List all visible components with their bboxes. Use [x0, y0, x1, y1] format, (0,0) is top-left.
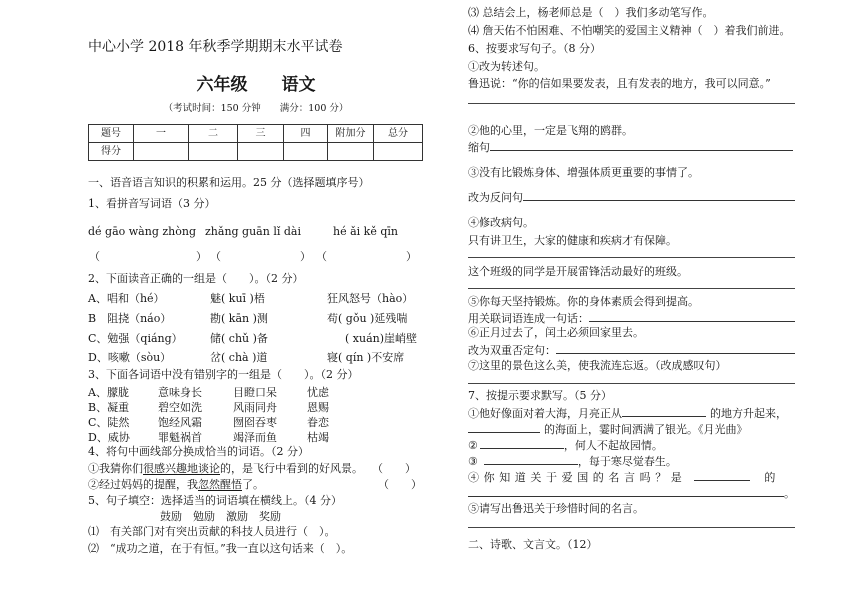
paren-open: （ [210, 250, 221, 263]
word-bank-item: 勉励 [193, 510, 215, 523]
q6-item2-task-line [468, 140, 793, 155]
q4-underlined-phrase: 很感兴趣地谈论 [143, 462, 220, 475]
answer-line [468, 383, 795, 384]
paren-close: ） [196, 250, 207, 263]
score-header-cell: 三 [238, 125, 284, 143]
score-table-score-row [89, 143, 423, 161]
q2-option: ( xuán)崖峭壁 [345, 332, 418, 345]
q7-line [468, 470, 775, 485]
q3-option: 目瞪口呆 [233, 386, 277, 399]
q1-answer-blank [210, 250, 311, 264]
score-header-cell: 题号 [89, 125, 134, 143]
q2-option: A、唱和（hé） [88, 292, 165, 305]
q7-text: 的海面上，霎时间洒满了银光。《月光曲》 [544, 423, 748, 436]
q7-line [468, 486, 795, 501]
score-cell [284, 143, 328, 161]
answer-blank [480, 438, 564, 449]
word-bank-item: 鼓励 [160, 510, 182, 523]
score-cell [134, 143, 189, 161]
q6-item5-text: ⑤你每天坚持锻炼。你的身体素质会得到提高。 [468, 295, 699, 308]
q6-item5-task-line [468, 311, 795, 326]
q6-item3-task: 改为反问句 [468, 191, 523, 204]
q6-item4-text: 这个班级的同学是开展雷锋活动最好的班级。 [468, 265, 688, 278]
score-cell [328, 143, 374, 161]
q4-item [88, 478, 264, 492]
word-bank-item: 激励 [226, 510, 248, 523]
q2-option: B 阻挠（náo） [88, 312, 172, 325]
score-cell [374, 143, 423, 161]
answer-line [468, 103, 795, 104]
q4-underlined-phrase: 忽然醒悟 [198, 478, 242, 491]
score-header-cell: 附加分 [328, 125, 374, 143]
q7-text: ④你知道关于爱国的名言吗？是 [468, 471, 687, 484]
q7-text: 。 [784, 487, 795, 500]
q5-item: ⑶ 总结会上，杨老师总是（ ）我们多动笔写作。 [468, 6, 714, 19]
q3-option: 恩赐 [307, 401, 329, 414]
q3-prompt: 3、下面各词语中没有错别字的一组是（ ）。（2 分） [88, 368, 359, 381]
q5-word-bank [160, 510, 281, 524]
q3-option: 罪魁祸首 [158, 431, 202, 444]
q6-item7-text: ⑦这里的景色这么美，使我流连忘返。（改成感叹句） [468, 359, 727, 372]
q7-number: ② [468, 439, 478, 452]
q3-option: 囫囵吞枣 [233, 416, 277, 429]
q3-option: D、威协 [88, 431, 130, 444]
q7-text: ，每于寒尽觉春生。 [577, 455, 677, 468]
q1-answer-blank [316, 250, 417, 264]
q3-option: 意味身长 [158, 386, 202, 399]
score-header-cell: 一 [134, 125, 189, 143]
q3-option: 碧空如洗 [158, 401, 202, 414]
answer-line [468, 257, 795, 258]
q6-item3-text: ③没有比锻炼身体、增强体质更重要的事情了。 [468, 166, 699, 179]
answer-blank [622, 406, 706, 417]
q6-item6-task: 改为双重否定句： [468, 344, 556, 357]
q2-prompt: 2、下面读音正确的一组是（ ）。（2 分） [88, 272, 304, 285]
q7-text: ⑤请写出鲁迅关于珍惜时间的名言。 [468, 502, 644, 515]
q2-option: 魅( kuī )梧 [210, 292, 265, 305]
paren-close: ） [406, 250, 417, 263]
q2-option: 储( chǔ )备 [210, 332, 268, 345]
q1-answer-blank [89, 250, 207, 264]
q5-item: ⑷ 詹天佑不怕困难、不怕嘲笑的爱国主义精神（ ）着我们前进。 [468, 24, 791, 37]
q3-option: 风雨同舟 [233, 401, 277, 414]
q3-option: 眷恋 [307, 416, 329, 429]
q4-answer-blank: （ ） [372, 462, 416, 475]
q4-item-text: ①我猜你们 [88, 462, 143, 475]
q5-item: ⑴ 有关部门对有突出贡献的科技人员进行（ ）。 [88, 525, 336, 538]
q1-pinyin: hé ǎi kě qīn [333, 225, 398, 238]
q5-prompt: 5、句子填空：选择适当的词语填在横线上。（4 分） [88, 494, 342, 507]
score-table [88, 124, 423, 161]
q6-item2-text: ②他的心里，一定是飞翔的鸥群。 [468, 124, 633, 137]
score-header-cell: 总分 [374, 125, 423, 143]
score-cell [189, 143, 238, 161]
q2-option: 狂风怒号（hào） [327, 292, 414, 305]
q3-option: 饱经风霜 [158, 416, 202, 429]
q7-text: 的地方升起来， [710, 407, 787, 420]
paren-open: （ [316, 250, 327, 263]
exam-title: 中心小学 2018 年秋季学期期末水平试卷 [88, 39, 343, 55]
part1-heading: 一、语音语言知识的积累和运用。25 分（选择题填序号） [88, 176, 370, 189]
paren-close: ） [300, 250, 311, 263]
q6-item2-task: 缩句 [468, 141, 490, 154]
q3-option: C、陡然 [88, 416, 130, 429]
exam-info: （考试时间：150 分钟 满分：100 分） [163, 103, 349, 114]
q4-prompt: 4、将句中画线部分换成恰当的词语。（2 分） [88, 445, 309, 458]
score-header-cell: 四 [284, 125, 328, 143]
part2-heading: 二、诗歌、文言文。（12） [468, 538, 598, 551]
q4-item-text: 的，是飞行中看到的好风景。 [220, 462, 363, 475]
q5-item: ⑵ “成功之道，在于有恒。”我一直以这句话来（ ）。 [88, 542, 353, 555]
q7-number: ③ [468, 455, 478, 468]
q7-line [468, 422, 748, 437]
q3-option: 忧虑 [307, 386, 329, 399]
q6-item3-task-line [468, 190, 795, 205]
q6-prompt: 6、按要求写句子。（8 分） [468, 42, 601, 55]
q6-item5-task: 用关联词语连成一句话： [468, 312, 589, 325]
q6-item6-task-line [468, 343, 795, 358]
q6-item1-text: 鲁迅说：“你的信如果要发表，且有发表的地方，我可以同意。” [468, 77, 771, 90]
score-row-label: 得分 [89, 143, 134, 161]
q4-answer-blank: （ ） [378, 478, 422, 491]
q7-prompt: 7、按提示要求默写。（5 分） [468, 389, 612, 402]
q6-item4-task: ④修改病句。 [468, 216, 534, 229]
q3-option: 枯竭 [307, 431, 329, 444]
q4-item-text: ②经过妈妈的提醒，我 [88, 478, 198, 491]
q3-option: A、朦胧 [88, 386, 129, 399]
answer-blank [589, 311, 795, 322]
answer-blank [694, 470, 750, 481]
q7-line [468, 438, 663, 453]
answer-blank [468, 422, 540, 433]
score-cell [238, 143, 284, 161]
q1-pinyin: zhǎng guān lǐ dài [205, 225, 301, 238]
q1-pinyin: dé gāo wàng zhòng [88, 225, 196, 238]
q2-option: 苟( gǒu )延残喘 [327, 312, 408, 325]
q7-text: 的 [764, 471, 776, 484]
answer-line [468, 527, 795, 528]
answer-blank [523, 190, 795, 201]
score-table-header-row [89, 125, 423, 143]
q2-option: 勘( kān )测 [210, 312, 268, 325]
answer-blank [484, 454, 578, 465]
answer-line [468, 288, 795, 289]
q7-line [468, 406, 787, 421]
answer-blank [468, 486, 784, 497]
answer-blank [556, 343, 795, 354]
grade-subject: 六年级 语文 [196, 75, 316, 95]
word-bank-item: 奖励 [259, 510, 281, 523]
score-header-cell: 二 [189, 125, 238, 143]
q2-option: 岔( chà )道 [210, 351, 268, 364]
q2-option: D、咳嗽（sòu） [88, 351, 172, 364]
q2-option: C、勉强（qiáng） [88, 332, 183, 345]
q4-item [88, 462, 363, 476]
q3-option: B、凝重 [88, 401, 130, 414]
q6-item4-text: 只有讲卫生，大家的健康和疾病才有保障。 [468, 234, 677, 247]
q1-prompt: 1、看拼音写词语（3 分） [88, 197, 216, 210]
q3-option: 竭泽而鱼 [233, 431, 277, 444]
q2-option: 寝( qín )不安席 [327, 351, 405, 364]
q6-item6-text: ⑥正月过去了，闰土必须回家里去。 [468, 326, 644, 339]
q4-item-text: 了。 [242, 478, 264, 491]
q7-text: ，何人不起故园情。 [563, 439, 663, 452]
q7-text: ①他好像面对着大海，月亮正从 [468, 407, 622, 420]
answer-blank [490, 140, 793, 151]
q7-line [468, 454, 677, 469]
q6-item1-task: ①改为转述句。 [468, 60, 545, 73]
paren-open: （ [89, 250, 100, 263]
